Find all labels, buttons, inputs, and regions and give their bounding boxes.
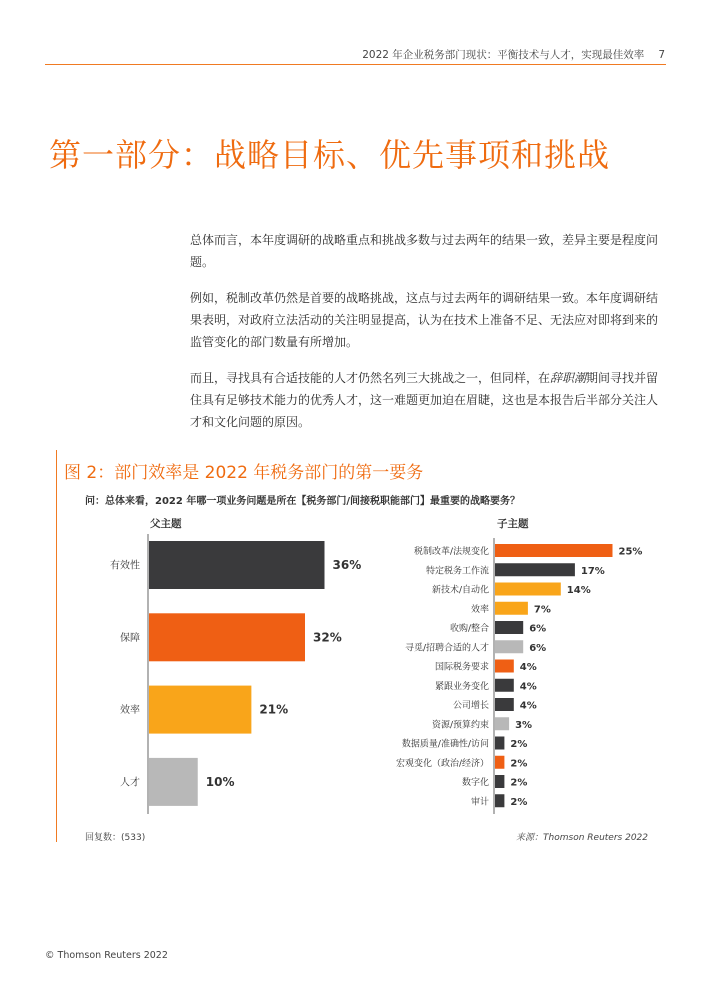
value-label-6: 4% bbox=[519, 662, 537, 673]
value-label-5: 6% bbox=[529, 642, 547, 654]
bar-12 bbox=[495, 775, 504, 788]
parent-topic-heading: 父主题 bbox=[150, 518, 182, 530]
paragraph-1: 总体而言，本年度调研的战略重点和挑战多数与过去两年的结果一致，差异主要是程度问题。 bbox=[190, 233, 659, 269]
copyright: © Thomson Reuters 2022 bbox=[45, 950, 168, 961]
paragraph-2: 例如，税制改革仍然是首要的战略挑战，这点与过去两年的调研结果一致。本年度调研结果表明，对政府立法活动的关注明显提高，认为在技术上准备不足、无法应对即将到来的监管变化的部门数量有所增加。 bbox=[190, 291, 659, 349]
value-label-0: 36% bbox=[332, 558, 362, 572]
paragraph-3-italic-term: 辞职潮 bbox=[550, 371, 587, 385]
sub-topic-chart bbox=[370, 536, 670, 816]
paragraph-3-end: 期间寻找并留住具有足够技术能力的优秀人才，这一难题更加迫在眉睫，这也是本报告后半部分关注人才和文化问题的原因。 bbox=[190, 371, 659, 429]
category-label-6: 国际税务要求 bbox=[434, 662, 489, 673]
category-label-0: 税制改革/法规变化 bbox=[413, 547, 489, 557]
paragraph-3 bbox=[190, 367, 666, 433]
bar-6 bbox=[495, 660, 514, 673]
bar-2 bbox=[495, 583, 561, 596]
value-label-12: 2% bbox=[510, 777, 528, 789]
category-label-12: 数字化 bbox=[461, 778, 489, 788]
bar-3 bbox=[495, 602, 528, 615]
category-label-13: 审计 bbox=[470, 797, 489, 808]
category-label-3: 效率 bbox=[470, 604, 489, 615]
value-label-0: 25% bbox=[618, 546, 643, 558]
category-label-1: 保障 bbox=[120, 632, 140, 644]
source-note: 来源：Thomson Reuters 2022 bbox=[516, 833, 648, 843]
category-label-5: 寻觅/招聘合适的人才 bbox=[404, 643, 489, 654]
bar-5 bbox=[495, 640, 523, 653]
value-label-2: 21% bbox=[259, 702, 289, 717]
bar-8 bbox=[495, 698, 514, 711]
bar-1 bbox=[495, 563, 575, 576]
category-label-11: 宏观变化（政治/经济） bbox=[395, 758, 489, 769]
category-label-7: 紧跟业务变化 bbox=[434, 681, 489, 692]
value-label-13: 2% bbox=[510, 796, 528, 808]
bar-4 bbox=[495, 621, 523, 634]
respondent-count: 回复数：(533) bbox=[85, 833, 146, 843]
category-label-4: 收购/整合 bbox=[449, 624, 489, 634]
category-label-1: 特定税务工作流 bbox=[425, 566, 489, 577]
category-label-10: 数据质量/准确性/访问 bbox=[401, 739, 489, 750]
running-header bbox=[362, 47, 665, 62]
value-label-2: 14% bbox=[566, 585, 591, 596]
figure-question: 问：总体来看，2022 年哪一项业务问题是所在【税务部门/间接税职能部门】最重要的战略要务？ bbox=[85, 496, 520, 507]
category-label-0: 有效性 bbox=[110, 560, 140, 572]
category-label-2: 新技术/自动化 bbox=[431, 585, 489, 596]
value-label-3: 7% bbox=[533, 604, 551, 616]
parent-topic-chart bbox=[60, 532, 370, 817]
bar-1 bbox=[149, 613, 305, 661]
figure-title: 图 2：部门效率是 2022 年税务部门的第一要务 bbox=[64, 463, 424, 483]
value-label-3: 10% bbox=[205, 774, 235, 789]
value-label-10: 2% bbox=[510, 739, 528, 750]
bar-0 bbox=[495, 544, 613, 557]
bar-3 bbox=[149, 758, 198, 806]
category-label-2: 效率 bbox=[120, 705, 140, 717]
bar-10 bbox=[495, 737, 504, 750]
category-label-3: 人才 bbox=[120, 777, 140, 789]
value-label-1: 17% bbox=[580, 565, 605, 577]
figure-accent-rule bbox=[56, 450, 57, 842]
paragraph-3-start: 而且，寻找具有合适技能的人才仍然名列三大挑战之一，但同样，在 bbox=[190, 371, 551, 385]
sub-topic-heading: 子主题 bbox=[497, 518, 529, 530]
running-title: 2022 年企业税务部门现状：平衡技术与人才，实现最佳效率 bbox=[362, 49, 645, 61]
value-label-1: 32% bbox=[313, 630, 342, 645]
header-divider bbox=[45, 64, 666, 65]
category-label-9: 资源/预算约束 bbox=[431, 720, 489, 731]
bar-2 bbox=[149, 686, 251, 734]
value-label-7: 4% bbox=[519, 681, 537, 693]
value-label-4: 6% bbox=[529, 623, 547, 635]
bar-13 bbox=[495, 794, 504, 807]
category-label-8: 公司增长 bbox=[452, 701, 489, 711]
body-text bbox=[190, 229, 666, 447]
bar-0 bbox=[149, 541, 325, 589]
value-label-11: 2% bbox=[510, 758, 528, 770]
value-label-8: 4% bbox=[519, 700, 537, 712]
bar-7 bbox=[495, 679, 514, 692]
page-number: 7 bbox=[658, 49, 665, 61]
bar-11 bbox=[495, 756, 504, 769]
section-title: 第一部分：战略目标、优先事项和挑战 bbox=[49, 136, 611, 174]
bar-9 bbox=[495, 717, 509, 730]
value-label-9: 3% bbox=[515, 719, 533, 731]
